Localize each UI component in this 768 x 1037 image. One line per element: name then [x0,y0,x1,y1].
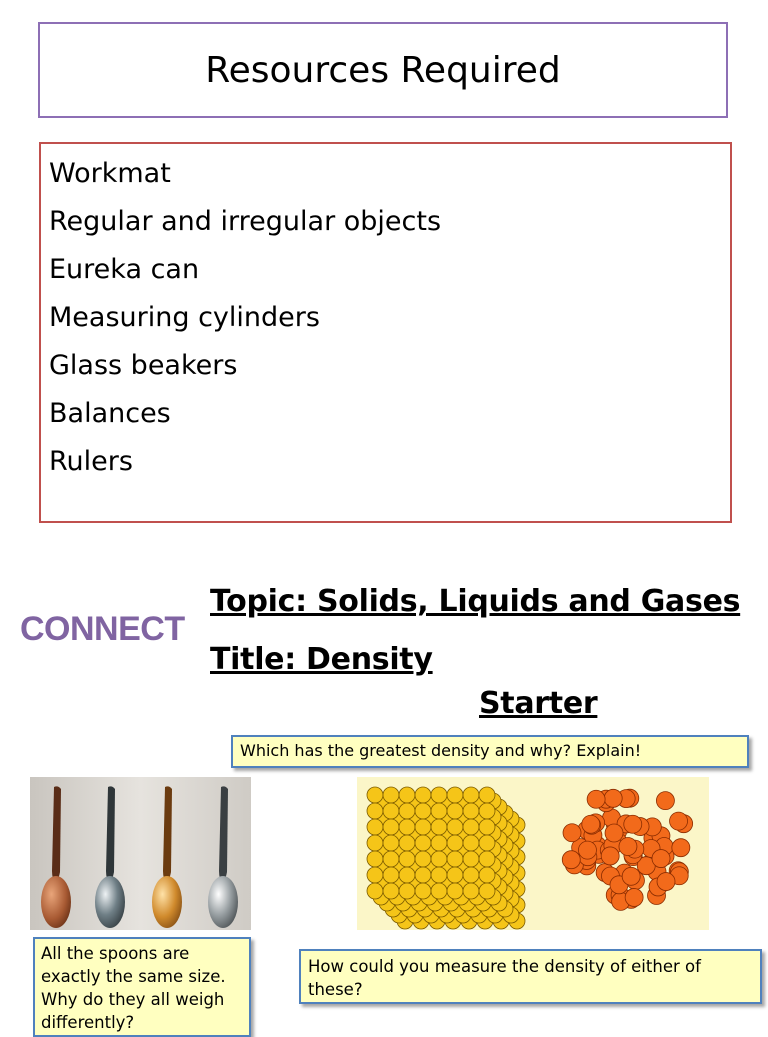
liquid-particle [619,837,637,855]
resource-item: Balances [49,398,171,429]
solid-particle [383,835,399,851]
solid-particle [431,787,447,803]
solid-particle [463,787,479,803]
density-question-callout: Which has the greatest density and why? Explain! [231,735,749,768]
liquid-particle [657,873,675,891]
solid-particle [463,835,479,851]
solid-particle [479,787,495,803]
measure-question-callout: How could you measure the density of either of these? [299,949,762,1004]
solid-particle [383,883,399,899]
particle-illustration [357,777,709,930]
resources-list-box [39,142,732,523]
solid-particle [367,787,383,803]
solid-particle [447,787,463,803]
lesson-title: Title: Density [210,642,433,677]
solid-particle [415,867,431,883]
solid-particle [463,867,479,883]
solid-particle [415,883,431,899]
resource-item: Regular and irregular objects [49,206,442,237]
liquid-particle [670,812,688,830]
solid-particle [447,883,463,899]
solid-particle [479,803,495,819]
solid-particle [479,835,495,851]
solid-particle [399,835,415,851]
solid-particle [447,867,463,883]
solid-particle [463,819,479,835]
solid-particle [367,883,383,899]
solid-particle [415,803,431,819]
liquid-particle [656,792,674,810]
solid-particle [415,851,431,867]
liquid-particle [601,847,619,865]
solid-particle [383,787,399,803]
connect-label: CONNECT [20,610,185,648]
liquid-particle [672,839,690,857]
solid-particle [415,787,431,803]
liquid-particle [604,789,622,807]
solid-particle [399,867,415,883]
solid-particle [367,835,383,851]
liquid-particle [622,867,640,885]
liquid-particle [624,815,642,833]
solid-particle [367,803,383,819]
solid-particle [447,819,463,835]
solid-particle [431,867,447,883]
solid-particle [399,803,415,819]
solid-particle [447,803,463,819]
solid-particle [399,851,415,867]
solid-particle [479,851,495,867]
solid-particle [367,819,383,835]
liquid-particle [582,815,600,833]
solid-particle [463,851,479,867]
liquid-particle [625,888,643,906]
solid-particle [463,883,479,899]
solid-particle [431,883,447,899]
resource-item: Workmat [49,158,171,189]
starter-heading: Starter [479,686,598,721]
solid-particle [431,851,447,867]
solid-particle [383,803,399,819]
solid-particle [479,867,495,883]
spoons-question-callout: All the spoons are exactly the same size. Why do they all weigh differently? [33,937,251,1037]
spoons-image [30,777,251,930]
solid-particle [447,835,463,851]
solid-particle [447,851,463,867]
solid-particle [383,851,399,867]
resource-item: Measuring cylinders [49,302,320,333]
topic-heading: Topic: Solids, Liquids and Gases [210,584,741,619]
liquid-particle [652,850,670,868]
resource-item: Eureka can [49,254,200,285]
solid-particle [399,819,415,835]
liquid-particle [578,841,596,859]
solid-particle [415,835,431,851]
solid-particle [367,851,383,867]
solid-particle [367,867,383,883]
solid-particle [479,819,495,835]
liquid-particle [562,851,580,869]
resources-list [49,150,722,486]
solid-particle [431,819,447,835]
liquid-particle [587,790,605,808]
solid-particle [383,819,399,835]
resource-item: Glass beakers [49,350,238,381]
liquid-particle [605,824,623,842]
particle-models-image [357,777,709,930]
liquid-particle [563,824,581,842]
solid-particle [415,819,431,835]
solid-particle [383,867,399,883]
solid-particle [399,787,415,803]
solid-particle [431,835,447,851]
resources-title-box [38,22,728,118]
resource-item: Rulers [49,446,133,477]
page-title: Resources Required [205,49,561,91]
spoons-illustration [30,777,251,930]
solid-particle [479,883,495,899]
solid-particle [463,803,479,819]
solid-particle [431,803,447,819]
solid-particle [399,883,415,899]
